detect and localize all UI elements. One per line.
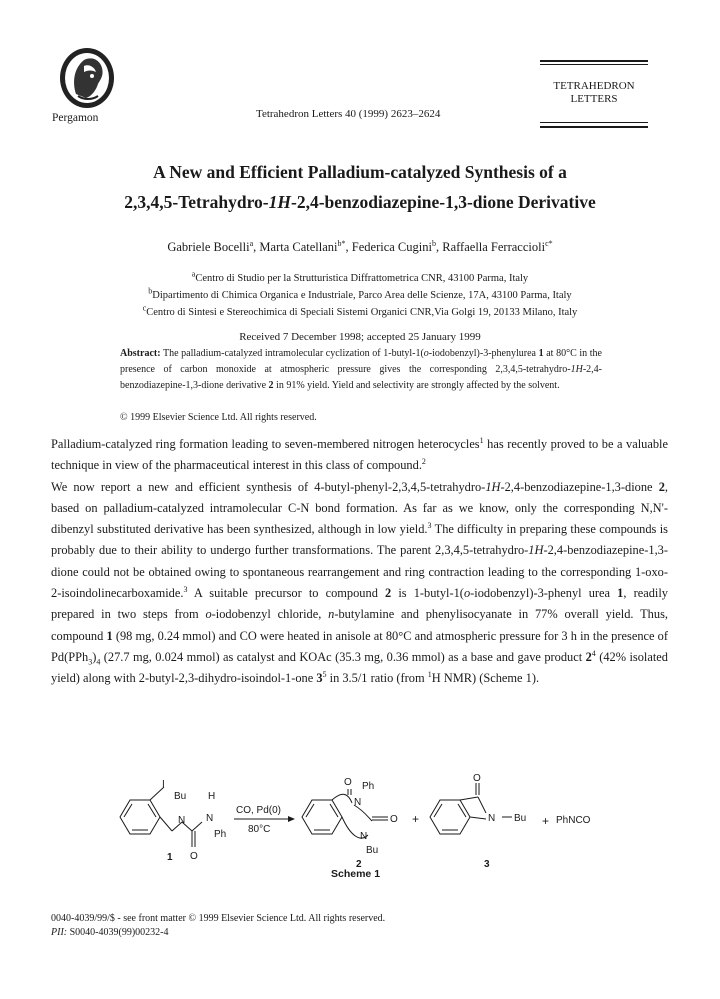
label-Bu: Bu <box>174 791 187 802</box>
arrow-conditions-bottom: 80°C <box>248 824 271 835</box>
journal-reference: Tetrahedron Letters 40 (1999) 2623–2624 <box>256 108 441 120</box>
label-N: N <box>178 815 186 826</box>
compound-number-2: 2 <box>356 859 362 870</box>
label-PhNCO: PhNCO <box>556 815 591 826</box>
footer-pii: PII: S0040-4039(99)00232-4 <box>51 927 169 938</box>
header-rule-top-thin <box>540 64 648 65</box>
paragraph: We now report a new and efficient synthesis of 4-butyl-phenyl-2,3,4,5-tetrahydro-1H-2,4-benzodiazepine-1,3-dione 2, based on palladium-catalyzed intramolecular C-N bond formation. As far as we know, only the corresponding N,N'-dibenzyl substituted derivative has been synthesized, although in low yield.$^3$ The difficulty in preparing these compounds is probably due to their ability to undergo further transformations. The parent 2,3,4,5-tetrahydro-1H-2,4-benzodiazepine-1,3-dione could not be obtained owing to spontaneous rearrangement and ring contraction leading to the corresponding 1-oxo-2-isoindolinecarboxamide.$^3$ A suitable precursor to compound 2 is 1-butyl-1(o-iodobenzyl)-3-phenyl urea 1, readily prepared in two steps from o-iodobenzyl chloride, n-butylamine and phenylisocyanate in 77% overall yield. Thus, compound 1 (98 mg, 0.24 mmol) and CO were heated in anisole at 80°C and atmospheric pressure for 3 h in the presence of $Pd(PPh_3)_4$ (27.7 mg, 0.024 mmol) as catalyst and KOAc (35.3 mg, 0.36 mmol) as a base and gave product $2^4$ (42% isolated yield) along with 2-butyl-2,3-dihydro-isoindol-1-one $3^5$ in 3.5/1 ratio (from $^1$H NMR) (Scheme 1). <box>51 479 668 686</box>
label-N: N <box>488 813 496 824</box>
label-Ph: Ph <box>362 781 375 792</box>
label-N: N <box>354 797 362 808</box>
arrow-conditions-top: CO, Pd(0) <box>236 805 282 816</box>
author: Raffaella Ferraccioli <box>442 240 546 254</box>
label-Bu: Bu <box>366 845 379 856</box>
journal-name <box>540 80 648 106</box>
compound-number-1: 1 <box>167 852 173 863</box>
affiliation: $^a$Centro di Studio per la Strutturistica Diffrattometrica CNR, 43100 Parma, Italy <box>191 269 529 284</box>
author: Gabriele Bocelli <box>167 240 250 254</box>
title-line-2: 2,3,4,5-Tetrahydro-1H-2,4-benzodiazepine-1,3-dione Derivative <box>124 192 596 212</box>
plus-sign: + <box>542 814 550 828</box>
compound-1-structure <box>120 787 202 847</box>
label-O: O <box>344 777 352 788</box>
scheme-caption: Scheme 1 <box>331 868 381 880</box>
header-rule-bottom-thin <box>540 122 648 123</box>
label-Bu: Bu <box>514 813 527 824</box>
compound-2-structure <box>302 789 388 838</box>
plus-sign: + <box>412 812 420 826</box>
header-rule-bottom <box>540 126 648 128</box>
label-N: N <box>360 831 368 842</box>
affiliation: $^b$Dipartimento di Chimica Organica e Industriale, Parco Area delle Scienze, 17A, 43100 Parma, Italy <box>148 286 572 301</box>
label-O: O <box>390 814 398 825</box>
label-N: N <box>206 813 214 824</box>
journal-name-line2: LETTERS <box>570 93 618 105</box>
abstract: Abstract: The palladium-catalyzed intramolecular cyclization of 1-butyl-1(o-iodobenzyl)-3-phenylurea 1 at 80°C in the presence of carbon monoxide at atmospheric pressure gives the corresponding 2,3,4,5-tetrahydro-1H-2,4-benzodiazepine-1,3-dione derivative 2 in 91% yield. Yield and selectivity are strongly affected by the solvent. <box>120 348 602 391</box>
received-dates: Received 7 December 1998; accepted 25 January 1999 <box>239 331 481 343</box>
label-I: I <box>162 779 165 790</box>
title-line-1: A New and Efficient Palladium-catalyzed Synthesis of a <box>153 162 567 182</box>
footer-copyright: 0040-4039/99/$ - see front matter © 1999 Elsevier Science Ltd. All rights reserved. <box>51 913 386 924</box>
author: Federica Cugini <box>351 240 432 254</box>
affiliation: $^c$Centro di Sintesi e Stereochimica di Speciali Sistemi Organici CNR,Via Golgi 19, 20133 Milano, Italy <box>142 303 578 318</box>
reaction-scheme <box>110 773 630 883</box>
label-Ph: Ph <box>214 829 227 840</box>
label-O: O <box>190 851 198 862</box>
compound-number-3: 3 <box>484 859 490 870</box>
journal-name-line1: TETRAHEDRON <box>553 80 635 92</box>
publisher-logo <box>58 46 116 110</box>
label-H: H <box>208 791 216 802</box>
author: Marta Catellani <box>259 240 338 254</box>
abstract-copyright: © 1999 Elsevier Science Ltd. All rights reserved. <box>120 412 317 423</box>
affiliations <box>40 270 680 321</box>
publisher-name: Pergamon <box>52 112 99 124</box>
label-O: O <box>473 773 481 784</box>
author-list: Gabriele Bocelli$^a$, Marta Catellani$^{b*}$, Federica Cugini$^b$, Raffaella Ferraccioli$^{c*}$ <box>167 238 553 254</box>
compound-3-structure <box>430 783 512 834</box>
body-text <box>51 434 668 690</box>
header-rule-top <box>540 60 648 62</box>
paragraph: Palladium-catalyzed ring formation leading to seven-membered nitrogen heterocycles$^1$ has recently proved to be a valuable technique in view of the pharmaceutical interest in this class of compound.$^2$ <box>51 435 668 473</box>
